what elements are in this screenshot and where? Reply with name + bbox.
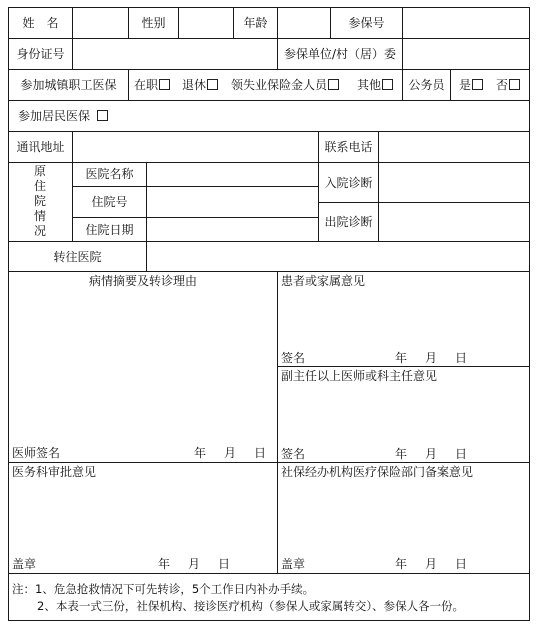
option-retired[interactable] xyxy=(182,78,218,92)
hospital-name-field[interactable] xyxy=(147,163,318,186)
discharge-diagnosis-label: 出院诊断 xyxy=(324,215,373,229)
admission-diagnosis-field[interactable] xyxy=(379,163,529,202)
year-label: 年 xyxy=(395,557,408,571)
col-line xyxy=(318,162,319,241)
insured-no-label: 参保号 xyxy=(348,16,385,30)
option-unemployed[interactable] xyxy=(231,78,339,92)
employee-insurance-label: 参加城镇职工医保 xyxy=(20,78,117,92)
col-line xyxy=(277,271,278,573)
year-label: 年 xyxy=(194,446,207,460)
month-label: 月 xyxy=(425,351,438,365)
option-employed-label: 在职 xyxy=(134,78,159,92)
admission-date-label: 住院日期 xyxy=(85,223,134,237)
unit-label: 参保单位/村（居）委 xyxy=(283,47,397,61)
original-hospital-group-label: 原住院情况 xyxy=(33,164,46,238)
col-line xyxy=(128,69,129,100)
address-field[interactable] xyxy=(73,133,318,162)
option-no-label: 否 xyxy=(496,78,509,92)
day-label: 日 xyxy=(254,446,267,460)
month-label: 月 xyxy=(188,557,201,571)
resident-insurance-label: 参加居民医保 xyxy=(18,109,91,123)
row-line xyxy=(8,38,530,39)
option-retired-label: 退休 xyxy=(182,78,207,92)
note-line-2: 2、本表一式三份，社保机构、接诊医疗机构（参保人或家属转交）、参保人各一份。 xyxy=(37,599,465,613)
checkbox[interactable] xyxy=(509,79,520,90)
name-label: 姓 名 xyxy=(22,16,59,30)
phone-field[interactable] xyxy=(379,133,529,162)
option-other-label: 其他 xyxy=(357,78,382,92)
admission-no-field[interactable] xyxy=(147,187,318,217)
day-label: 日 xyxy=(455,557,468,571)
col-line xyxy=(450,69,451,100)
admission-no-label: 住院号 xyxy=(91,195,128,209)
doctor-signature-label: 医师签名 xyxy=(12,446,61,460)
checkbox[interactable] xyxy=(328,79,339,90)
border-bottom xyxy=(8,620,530,621)
checkbox[interactable] xyxy=(97,110,108,121)
discharge-diagnosis-field[interactable] xyxy=(379,203,529,241)
age-field[interactable] xyxy=(278,9,330,38)
row-line xyxy=(8,573,530,574)
row-line xyxy=(8,100,530,101)
row-line xyxy=(8,69,530,70)
chief-opinion-title: 副主任以上医师或科主任意见 xyxy=(281,369,438,383)
hospital-name-label: 医院名称 xyxy=(85,167,134,181)
seal-label: 盖章 xyxy=(12,557,37,571)
month-label: 月 xyxy=(224,446,237,460)
patient-opinion-title: 患者或家属意见 xyxy=(281,274,366,288)
month-label: 月 xyxy=(425,557,438,571)
signature-label: 签名 xyxy=(281,447,306,461)
address-label: 通讯地址 xyxy=(16,140,65,154)
admission-diagnosis-label: 入院诊断 xyxy=(324,176,373,190)
month-label: 月 xyxy=(425,447,438,461)
medical-dept-title: 医务科审批意见 xyxy=(12,465,97,479)
checkbox[interactable] xyxy=(207,79,218,90)
checkbox[interactable] xyxy=(472,79,483,90)
social-insurance-title: 社保经办机构医疗保险部门备案意见 xyxy=(281,465,474,479)
checkbox[interactable] xyxy=(159,79,170,90)
resident-insurance-option[interactable] xyxy=(18,109,108,123)
transfer-hospital-label: 转往医院 xyxy=(53,250,102,264)
option-employed[interactable] xyxy=(134,78,170,92)
gender-label: 性别 xyxy=(141,16,166,30)
id-field[interactable] xyxy=(73,40,277,69)
option-yes[interactable] xyxy=(459,78,483,92)
signature-label: 签名 xyxy=(281,351,306,365)
option-other[interactable] xyxy=(357,78,393,92)
year-label: 年 xyxy=(395,351,408,365)
admission-date-field[interactable] xyxy=(147,218,318,241)
day-label: 日 xyxy=(455,447,468,461)
note-line-1: 注：1、危急抢救情况下可先转诊，5个工作日内补办手续。 xyxy=(12,582,315,596)
day-label: 日 xyxy=(218,557,231,571)
unit-field[interactable] xyxy=(403,40,529,69)
option-yes-label: 是 xyxy=(459,78,472,92)
row-line xyxy=(8,271,530,272)
seal-label: 盖章 xyxy=(281,557,306,571)
phone-label: 联系电话 xyxy=(324,140,373,154)
option-unemployed-label: 领失业保险金人员 xyxy=(231,78,328,92)
year-label: 年 xyxy=(158,557,171,571)
gender-field[interactable] xyxy=(179,9,233,38)
row-line xyxy=(8,462,530,463)
option-no[interactable] xyxy=(496,78,520,92)
row-line xyxy=(8,131,530,132)
transfer-hospital-field[interactable] xyxy=(147,242,529,271)
checkbox[interactable] xyxy=(382,79,393,90)
name-field[interactable] xyxy=(73,9,128,38)
day-label: 日 xyxy=(455,351,468,365)
year-label: 年 xyxy=(395,447,408,461)
summary-title: 病情摘要及转诊理由 xyxy=(88,274,197,288)
civil-servant-label: 公务员 xyxy=(408,78,445,92)
border-top xyxy=(8,7,530,8)
age-label: 年龄 xyxy=(243,16,268,30)
row-line xyxy=(277,366,530,367)
id-label: 身份证号 xyxy=(16,47,65,61)
insured-no-field[interactable] xyxy=(403,9,529,38)
